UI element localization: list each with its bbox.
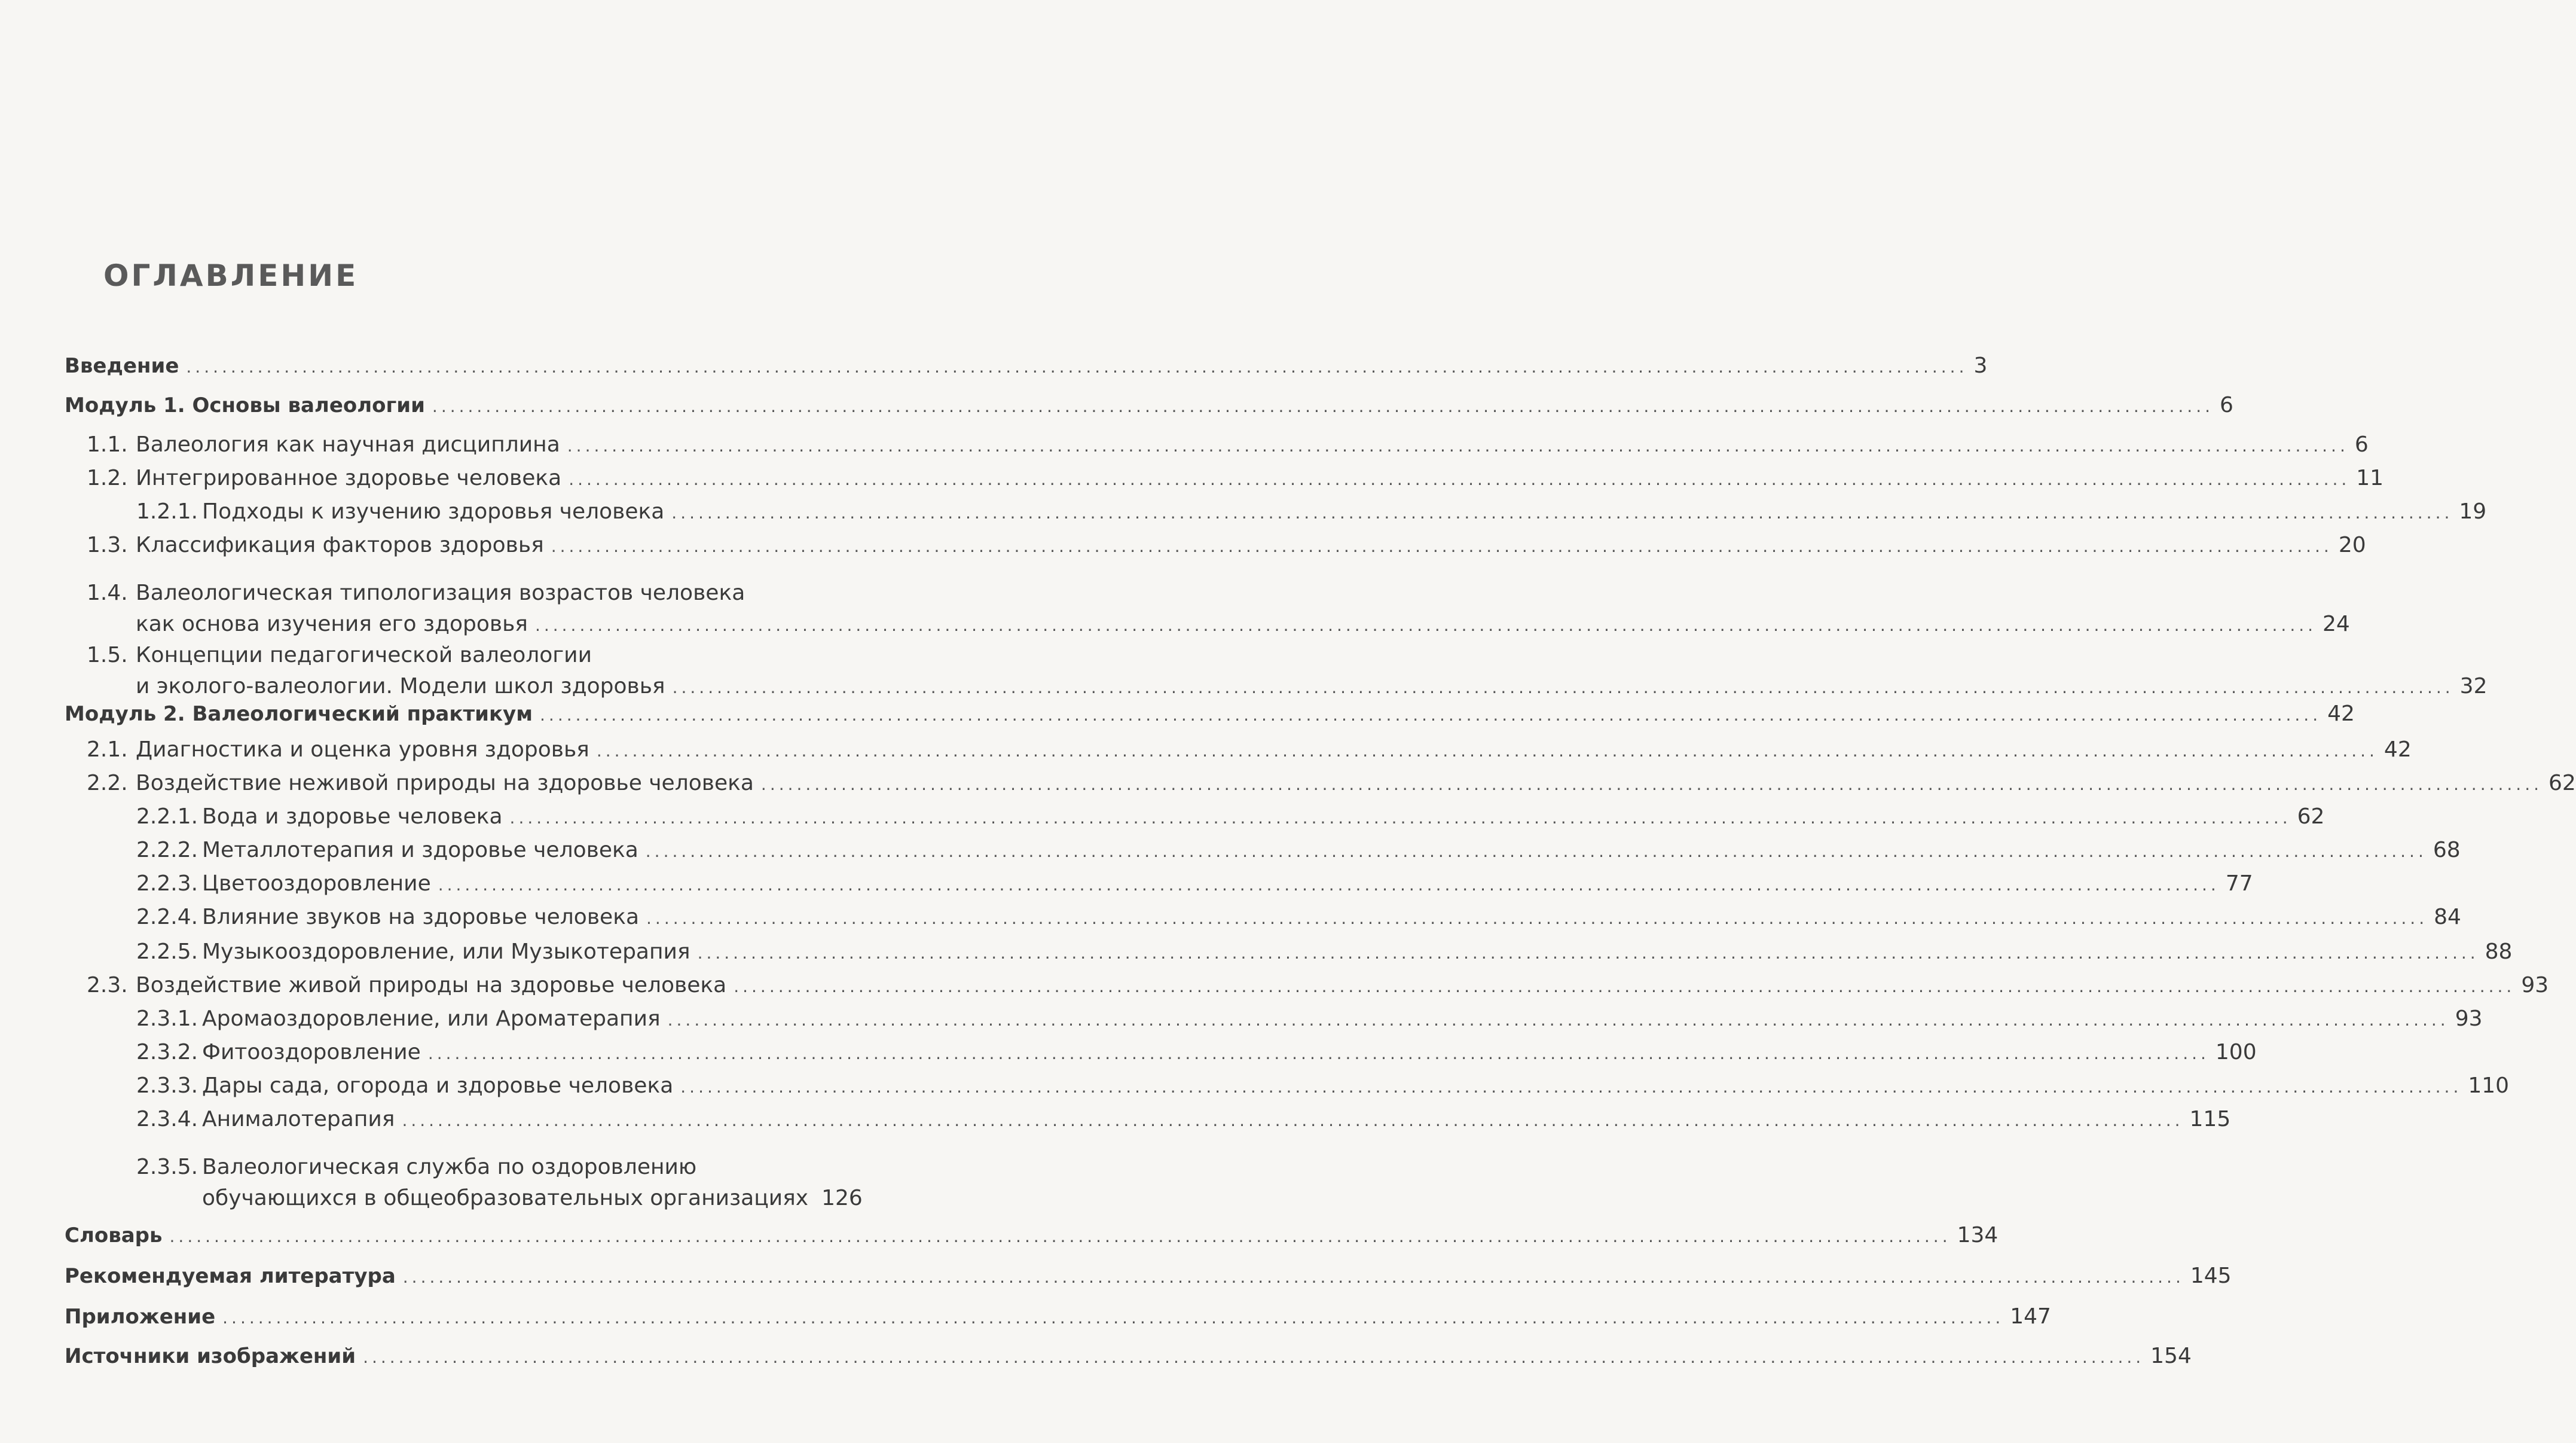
toc-page-number: 88 — [2485, 939, 2513, 964]
toc-entry — [87, 533, 2366, 557]
toc-entry — [136, 1186, 863, 1210]
toc-page-number: 62 — [2549, 771, 2576, 795]
toc-entry-title: Приложение — [65, 1305, 216, 1329]
dot-leader: ........................................................................................................................................................................................................ — [734, 977, 2516, 996]
dot-leader: ........................................................................................................................................................................................................ — [680, 1077, 2462, 1097]
toc-page-number: 110 — [2468, 1073, 2510, 1098]
toc-entry-title: Дары сада, огорода и здоровье человека — [202, 1073, 674, 1098]
toc-entry-title: Цветооздоровление — [202, 871, 431, 896]
toc-entry — [136, 939, 2513, 964]
toc-entry-title: Классификация факторов здоровья — [136, 533, 544, 557]
toc-entry-title: Воздействие живой природы на здоровье человека — [136, 973, 727, 997]
dot-leader: ........................................................................................................................................................................................................ — [222, 1308, 2004, 1328]
toc-page-number: 6 — [2220, 393, 2233, 417]
toc-entry-title: и эколого-валеологии. Модели школ здоровья — [136, 674, 665, 698]
toc-page-number: 62 — [2297, 804, 2325, 829]
toc-page-number: 126 — [821, 1186, 863, 1210]
toc-section — [65, 353, 1988, 378]
toc-entry — [87, 737, 2412, 762]
toc-entry — [87, 771, 2576, 795]
toc-entry-number: 1.2.1. — [136, 499, 198, 524]
toc-entry-title: Воздействие неживой природы на здоровье человека — [136, 771, 754, 795]
toc-entry-title: обучающихся в общеобразовательных организациях — [202, 1186, 809, 1210]
dot-leader: ........................................................................................................................................................................................................ — [672, 678, 2454, 697]
toc-entry — [87, 466, 2384, 490]
toc-page-number: 6 — [2354, 432, 2369, 457]
toc-page-number: 154 — [2150, 1344, 2192, 1368]
toc-entry-first-line — [136, 1157, 696, 1178]
dot-leader: ........................................................................................................................................................................................................ — [540, 705, 2322, 725]
dot-leader: ........................................................................................................................................................................................................ — [402, 1111, 2184, 1130]
toc-section — [65, 1344, 2192, 1368]
toc-entry — [136, 871, 2253, 896]
toc-entry-title: Фитооздоровление — [202, 1040, 421, 1064]
toc-entry-number: 2.3.5. — [136, 1155, 198, 1179]
toc-entry-title: Интегрированное здоровье человека — [136, 466, 562, 490]
toc-entry — [136, 1006, 2483, 1031]
dot-leader: ........................................................................................................................................................................................................ — [671, 503, 2453, 523]
toc-entry-title: Источники изображений — [65, 1344, 356, 1368]
toc-page-number: 93 — [2455, 1006, 2483, 1031]
dot-leader: ........................................................................................................................................................................................................ — [645, 841, 2427, 861]
toc-entry — [87, 612, 2350, 636]
toc-entry-title: Словарь — [65, 1224, 163, 1247]
toc-entry — [87, 973, 2549, 997]
toc-entry-title-line: Концепции педагогической валеологии — [136, 643, 592, 667]
toc-entry-number: 2.3.1. — [136, 1006, 198, 1031]
toc-entry-number: 1.3. — [87, 533, 128, 557]
toc-entry — [87, 432, 2369, 457]
toc-entry-number: 2.2. — [87, 771, 128, 795]
toc-page-number: 147 — [2010, 1304, 2051, 1329]
toc-entry-title-line: Валеологическая служба по оздоровлению — [202, 1155, 697, 1179]
dot-leader: ........................................................................................................................................................................................................ — [567, 436, 2349, 456]
toc-entry — [136, 1107, 2231, 1131]
dot-leader: ........................................................................................................................................................................................................ — [569, 469, 2351, 489]
toc-section — [65, 1304, 2051, 1329]
toc-entry-number: 2.3.3. — [136, 1073, 198, 1098]
toc-entry-title: Подходы к изучению здоровья человека — [202, 499, 665, 524]
toc-entry-number: 1.1. — [87, 432, 128, 457]
toc-entry-title: Модуль 1. Основы валеологии — [65, 393, 425, 417]
toc-page-number: 20 — [2338, 533, 2366, 557]
toc-entry — [136, 1073, 2510, 1098]
dot-leader: ........................................................................................................................................................................................................ — [667, 1010, 2449, 1030]
toc-entry — [136, 838, 2461, 862]
dot-leader: ........................................................................................................................................................................................................ — [646, 908, 2428, 928]
toc-entry — [136, 499, 2487, 524]
dot-leader: ........................................................................................................................................................................................................ — [697, 943, 2479, 963]
toc-entry-first-line — [87, 645, 592, 666]
toc-section — [65, 1264, 2232, 1288]
toc-entry-title: Анималотерапия — [202, 1107, 395, 1131]
dot-leader: ........................................................................................................................................................................................................ — [427, 1044, 2210, 1063]
toc-page-number: 84 — [2434, 905, 2461, 929]
toc-entry-number: 1.2. — [87, 466, 128, 490]
toc-entry-title: Металлотерапия и здоровье человека — [202, 838, 638, 862]
dot-leader: ........................................................................................................................................................................................................ — [509, 808, 2291, 828]
toc-entry-title: Рекомендуемая литература — [65, 1264, 396, 1288]
toc-entry-number: 2.2.1. — [136, 804, 198, 829]
dot-leader: ........................................................................................................................................................................................................ — [534, 615, 2317, 635]
toc-page-number: 42 — [2384, 737, 2412, 762]
toc-entry-title: Влияние звуков на здоровье человека — [202, 905, 640, 929]
toc-page-number: 19 — [2459, 499, 2487, 524]
toc-entry-title: Валеология как научная дисциплина — [136, 432, 560, 457]
toc-page-number: 134 — [1957, 1223, 1999, 1247]
dot-leader: ........................................................................................................................................................................................................ — [186, 357, 1968, 377]
toc-entry-number: 2.2.2. — [136, 838, 198, 862]
toc-section — [65, 393, 2233, 417]
dot-leader: ........................................................................................................................................................................................................ — [169, 1227, 1951, 1246]
toc-entry-title: Диагностика и оценка уровня здоровья — [136, 737, 589, 762]
dot-leader: ........................................................................................................................................................................................................ — [363, 1347, 2145, 1367]
toc-page-number: 77 — [2225, 871, 2253, 896]
toc-entry — [136, 804, 2325, 829]
toc-page-number: 93 — [2521, 973, 2549, 997]
toc-entry — [87, 674, 2488, 698]
toc-page-number: 32 — [2459, 674, 2488, 698]
toc-entry-number: 1.5. — [87, 643, 128, 667]
toc-entry — [136, 905, 2461, 929]
toc-page-number: 24 — [2323, 612, 2350, 636]
toc-entry — [136, 1040, 2257, 1064]
toc-entry-number: 2.2.5. — [136, 939, 198, 964]
toc-entry-title: Вода и здоровье человека — [202, 804, 503, 829]
toc-entry-number: 1.4. — [87, 581, 128, 605]
toc-page-number: 100 — [2215, 1040, 2257, 1064]
toc-entry-number: 2.3. — [87, 973, 128, 997]
toc-page-number: 42 — [2327, 701, 2355, 726]
dot-leader: ........................................................................................................................................................................................................ — [551, 536, 2333, 556]
toc-entry-number: 2.3.4. — [136, 1107, 198, 1131]
toc-section — [65, 701, 2355, 726]
toc-page-number: 3 — [1973, 353, 1988, 378]
toc-section — [65, 1223, 1999, 1247]
toc-entry-title: как основа изучения его здоровья — [136, 612, 528, 636]
toc-page-number: 68 — [2433, 838, 2461, 862]
toc-entry-number: 2.3.2. — [136, 1040, 198, 1064]
toc-entry-number: 2.2.3. — [136, 871, 198, 896]
dot-leader: ........................................................................................................................................................................................................ — [596, 741, 2378, 761]
toc-page-number: 145 — [2190, 1264, 2232, 1288]
toc-entry-title: Модуль 2. Валеологический практикум — [65, 702, 533, 726]
toc-entry-number: 2.1. — [87, 737, 128, 762]
page-title: ОГЛАВЛЕНИЕ — [103, 258, 359, 293]
toc-page-number: 11 — [2356, 466, 2384, 490]
toc-entry-first-line — [87, 582, 745, 604]
dot-leader: ........................................................................................................................................................................................................ — [432, 396, 2214, 416]
toc-entry-title-line: Валеологическая типологизация возрастов человека — [136, 581, 745, 605]
dot-leader: ........................................................................................................................................................................................................ — [438, 875, 2220, 895]
toc-entry-title: Введение — [65, 354, 179, 378]
toc-entry-title: Музыкооздоровление, или Музыкотерапия — [202, 939, 690, 964]
toc-page-number: 115 — [2189, 1107, 2231, 1131]
dot-leader: ........................................................................................................................................................................................................ — [402, 1267, 2184, 1287]
dot-leader: ........................................................................................................................................................................................................ — [760, 774, 2543, 794]
toc-entry-number: 2.2.4. — [136, 905, 198, 929]
toc-entry-title: Аромаоздоровление, или Ароматерапия — [202, 1006, 661, 1031]
